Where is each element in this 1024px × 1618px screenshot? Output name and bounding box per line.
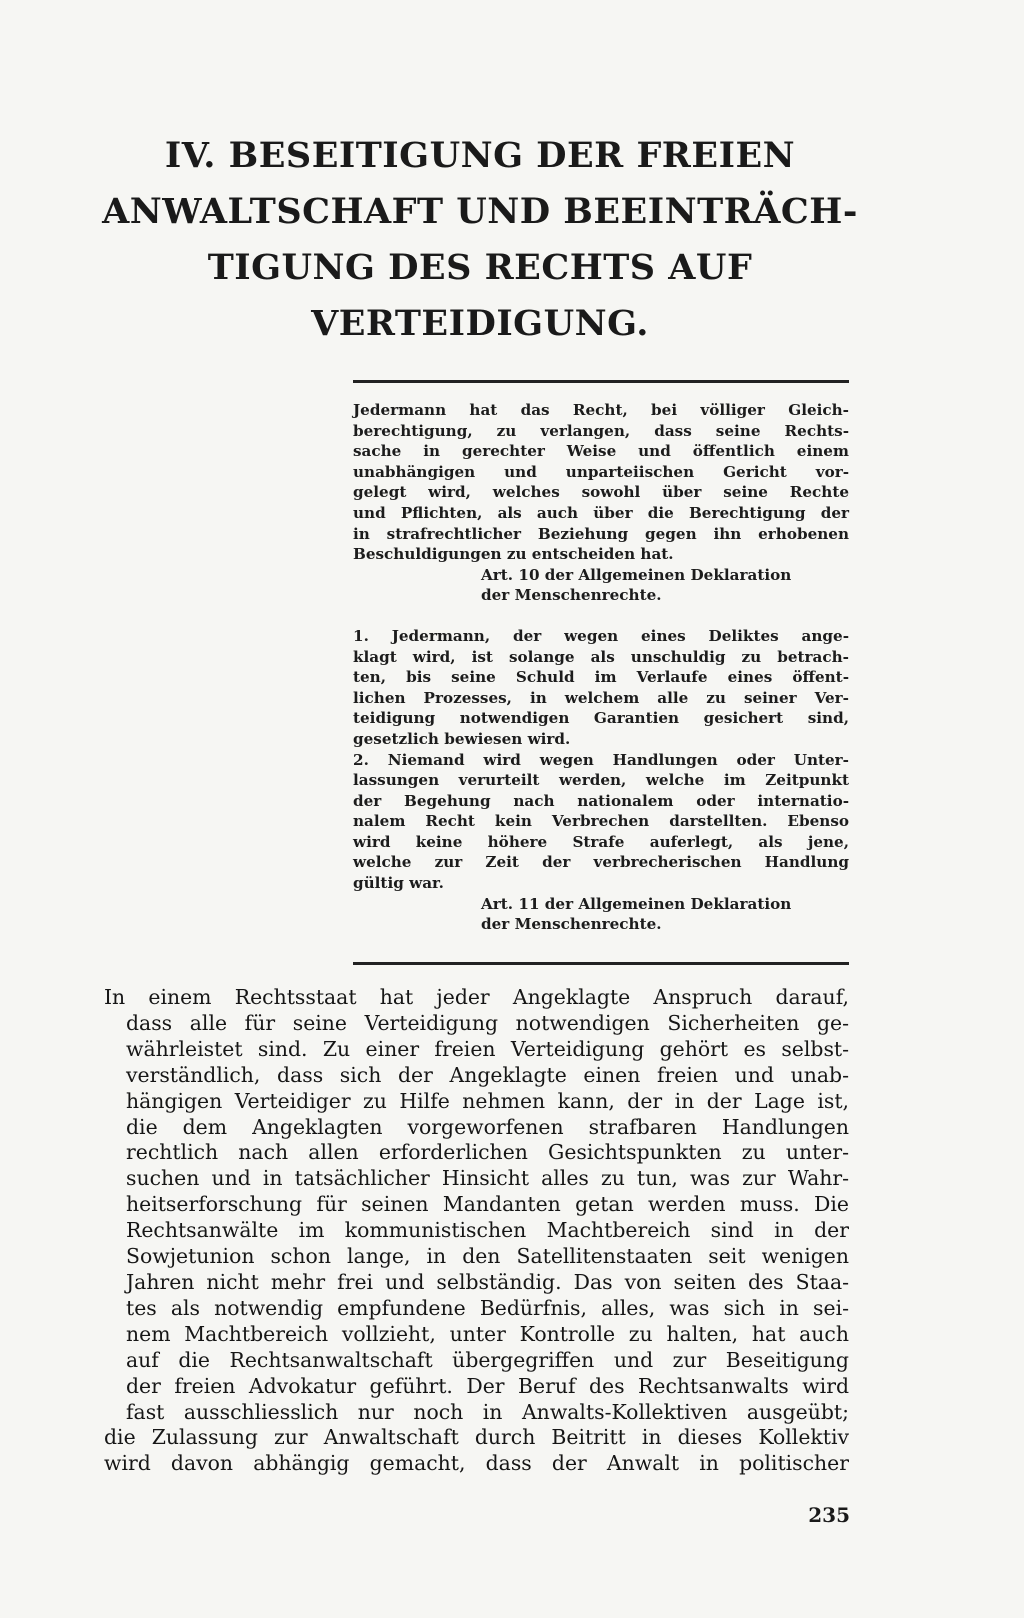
epigraph-bottom-rule [353,962,849,965]
body-line: dass alle für seine Verteidigung notwendigen Sicherheiten ge- [126,1010,849,1035]
epigraph-spacer [353,606,849,626]
epigraph-line: gesetzlich bewiesen wird. [353,729,571,748]
body-line: währleistet sind. Zu einer freien Verteidigung gehört es selbst- [126,1036,849,1061]
body-line: auf die Rechtsanwaltschaft übergegriffen und zur Beseitigung [126,1347,849,1372]
epigraph-line: in strafrechtlicher Beziehung gegen ihn erhobenen [353,524,849,543]
epigraph-line: lichen Prozesses, in welchem alle zu seiner Ver- [353,688,849,707]
body-line: Rechtsanwälte im kommunistischen Machtbereich sind in der [126,1218,849,1243]
epigraph-source: der Menschenrechte. [481,586,662,605]
epigraph-line: unabhängigen und unparteiischen Gericht vor- [353,462,849,481]
epigraph-line: der Begehung nach nationalem oder internatio- [353,791,849,810]
epigraph-line: klagt wird, ist solange als unschuldig zu betrach- [353,647,849,666]
body-line: suchen und in tatsächlicher Hinsicht alles zu tun, was zur Wahr- [126,1166,849,1191]
chapter-title-line: IV. BESEITIGUNG DER FREIEN [164,135,796,176]
body-line: tes als notwendig empfundene Bedürfnis, alles, was sich in sei- [126,1295,849,1320]
epigraph-line: nalem Recht kein Verbrechen darstellten. Ebenso [353,812,849,831]
body-line: der freien Advokatur geführt. Der Beruf des Rechtsanwalts wird [126,1373,849,1398]
body-line: die dem Angeklagten vorgeworfenen strafbaren Handlungen [126,1114,849,1139]
epigraph-line: Jedermann hat das Recht, bei völliger Gleich- [353,401,849,419]
body-line: verständlich, dass sich der Angeklagte einen freien und unab- [126,1062,849,1087]
epigraph-line: berechtigung, zu verlangen, dass seine Rechts- [353,421,849,440]
epigraph-top-rule [353,380,849,383]
body-line: wird davon abhängig gemacht, dass der Anwalt in politischer [104,1451,849,1476]
page-number: 235 [808,1503,850,1527]
epigraph-line: wird keine höhere Strafe auferlegt, als jene, [353,832,849,851]
body-line: heitserforschung für seinen Mandanten getan werden muss. Die [126,1192,849,1217]
chapter-title-line: VERTEIDIGUNG. [311,303,649,344]
epigraph-source: Art. 10 der Allgemeinen Deklaration [481,565,792,584]
body-line: hängigen Verteidiger zu Hilfe nehmen kann, der in der Lage ist, [126,1088,849,1113]
epigraph-source: Art. 11 der Allgemeinen Deklaration [481,894,792,913]
body-line: rechtlich nach allen erforderlichen Gesichtspunkten zu unter- [126,1140,849,1165]
epigraph-line: gelegt wird, welches sowohl über seine Rechte [353,483,849,502]
chapter-title-line: TIGUNG DES RECHTS AUF [207,247,753,288]
body-line: Sowjetunion schon lange, in den Satellitenstaaten seit wenigen [126,1244,849,1269]
body-line: In einem Rechtsstaat hat jeder Angeklagte Anspruch darauf, [104,985,849,1009]
body-line: fast ausschliesslich nur noch in Anwalts-Kollektiven ausgeübt; [126,1399,849,1424]
epigraph-line: gültig war. [353,874,444,893]
epigraph-line: welche zur Zeit der verbrecherischen Handlung [353,853,849,872]
epigraph-line: 1. Jedermann, der wegen eines Deliktes ange- [353,626,849,645]
epigraph-line: sache in gerechter Weise und öffentlich einem [353,442,849,461]
chapter-title [90,128,870,352]
epigraph-source: der Menschenrechte. [481,915,662,934]
body-line: Jahren nicht mehr frei und selbständig. Das von seiten des Staa- [126,1269,849,1294]
epigraph-line: und Pflichten, als auch über die Berechtigung der [353,503,849,522]
body-line: die Zulassung zur Anwaltschaft durch Beitritt in dieses Kollektiv [104,1425,849,1450]
epigraph-line: ten, bis seine Schuld im Verlaufe eines öffent- [353,668,849,687]
body-line: nem Machtbereich vollzieht, unter Kontrolle zu halten, hat auch [126,1321,849,1346]
epigraph-line: teidigung notwendigen Garantien gesichert sind, [353,709,849,728]
epigraph-block [353,400,849,935]
epigraph-line: 2. Niemand wird wegen Handlungen oder Unter- [353,750,849,769]
chapter-title-line: ANWALTSCHAFT UND BEEINTRÄCH- [102,191,858,232]
epigraph-line: lassungen verurteilt werden, welche im Zeitpunkt [353,771,849,790]
epigraph-article-11 [353,626,849,935]
epigraph-article-10 [353,400,849,606]
body-paragraph [104,985,849,1477]
epigraph-line: Beschuldigungen zu entscheiden hat. [353,545,674,564]
